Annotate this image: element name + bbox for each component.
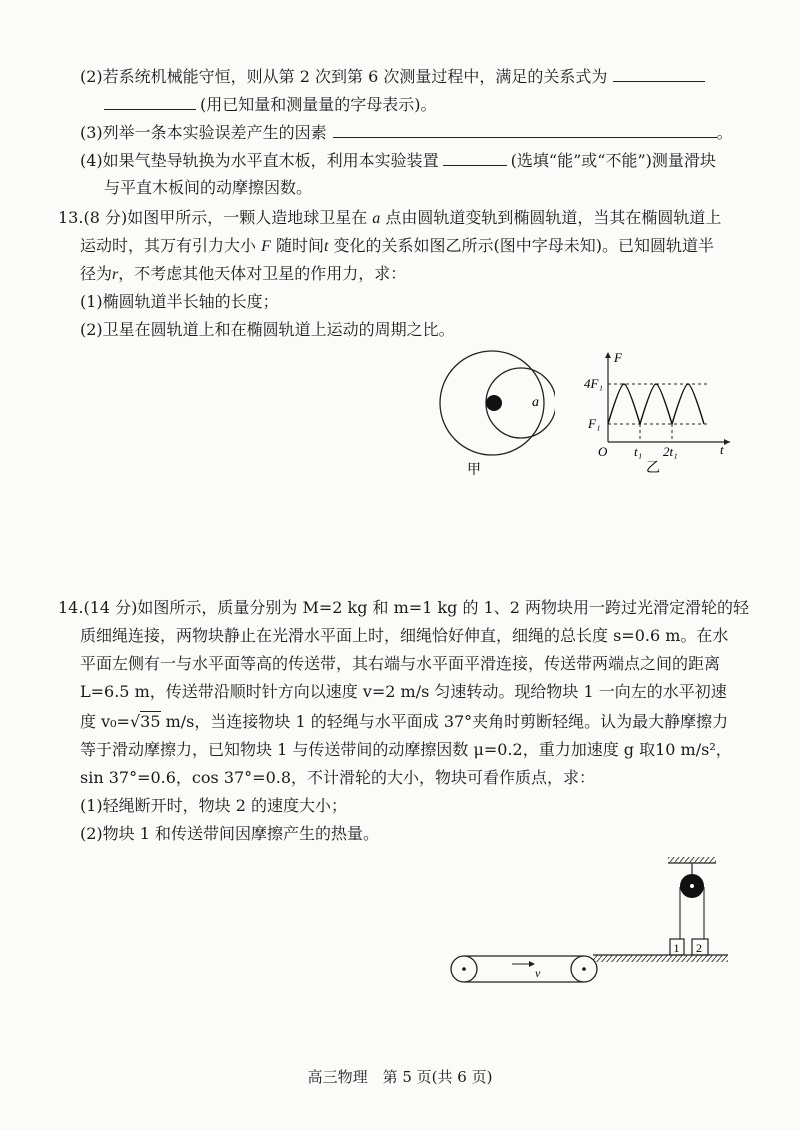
ground-hatch <box>593 955 728 962</box>
q14-sub1: (1)轻绳断开时，物块 2 的速度大小； <box>80 796 348 815</box>
q13-sub2: (2)卫星在圆轨道上和在椭圆轨道上运动的周期之比。 <box>80 320 455 339</box>
answer-blank[interactable] <box>333 121 717 138</box>
q14-sub2: (2)物块 1 和传送带间因摩擦产生的热量。 <box>80 824 380 843</box>
tick-t1: t₁ <box>634 444 643 459</box>
tick-2t1: 2t₁ <box>663 444 678 459</box>
ceiling-hatch <box>668 857 716 863</box>
tick-4f1: 4F₁ <box>584 376 603 391</box>
t-axis-arrow-icon <box>724 439 730 445</box>
q12-part2-line1: (2)若系统机械能守恒，则从第 2 次到第 6 次测量过程中，满足的关系式为 <box>80 65 705 88</box>
block-1-label: 1 <box>673 941 680 955</box>
q14-line4: L=6.5 m，传送带沿顺时针方向以速度 v=2 m/s 匀速转动。现给物块 1 一向左的水平初速 <box>80 682 727 701</box>
page-footer: 高三物理 第 5 页(共 6 页) <box>307 1068 493 1086</box>
q12-part4-line1: (4)如果气垫导轨换为水平直木板，利用本实验装置 (选填“能”或“不能”)测量滑块 <box>80 151 716 170</box>
figure-yi-caption: 乙 <box>646 461 660 476</box>
q14-line5: 度 v₀=√35 m/s，当连接物块 1 的轻绳与水平面成 37°夹角时剪断轻绳。认为最大静摩擦力 <box>80 712 729 731</box>
origin-label: O <box>598 444 608 459</box>
block-2-label: 2 <box>696 941 702 955</box>
answer-blank[interactable] <box>613 65 705 82</box>
figure-yi-graph <box>580 348 740 478</box>
figure-conveyor-pulley <box>440 850 740 1000</box>
q14-line2: 质细绳连接，两物块静止在光滑水平面上时，细绳恰好伸直，细绳的总长度 s=0.6 m。在水 <box>80 626 729 645</box>
q13-sub1: (1)椭圆轨道半长轴的长度； <box>80 292 279 311</box>
belt-left-axle-icon <box>462 967 466 971</box>
q12-part3: (3)列举一条本实验误差产生的因素 。 <box>80 123 733 142</box>
q13-line1: 13.(8 分)如图甲所示，一颗人造地球卫星在 a 点由圆轨道变轨到椭圆轨道，当其在椭圆轨道上 <box>58 208 722 227</box>
pulley-axle-icon <box>690 884 694 888</box>
q12-part2-line2: (用已知量和测量量的字母表示)。 <box>104 93 437 116</box>
f-axis-arrow-icon <box>605 352 611 358</box>
q13-line2: 运动时，其万有引力大小 F 随时间t 变化的关系如图乙所示(图中字母未知)。已知圆轨道半 <box>80 236 715 255</box>
answer-blank[interactable] <box>443 149 507 166</box>
figure-jia-orbits <box>425 350 555 480</box>
answer-blank[interactable] <box>104 93 196 110</box>
velocity-label: v <box>535 966 541 980</box>
earth-icon <box>486 395 502 411</box>
figure-jia-caption: 甲 <box>467 463 481 478</box>
q14-line1: 14.(14 分)如图所示，质量分别为 M=2 kg 和 m=1 kg 的 1、2 两物块用一跨过光滑定滑轮的轻 <box>58 598 750 617</box>
point-a-label: a <box>532 395 539 410</box>
tick-f1: F₁ <box>588 416 601 431</box>
q13-line3: 径为r，不考虑其他天体对卫星的作用力，求： <box>80 264 407 283</box>
f-axis-label: F <box>614 350 622 365</box>
q14-line7: sin 37°=0.6，cos 37°=0.8，不计滑轮的大小，物块可看作质点，求： <box>80 768 596 787</box>
q14-line3: 平面左侧有一与水平面等高的传送带，其右端与水平面平滑连接，传送带两端点之间的距离 <box>80 654 721 673</box>
t-axis-label: t <box>720 442 724 457</box>
q14-line6: 等于滑动摩擦力，已知物块 1 与传送带间的动摩擦因数 μ=0.2，重力加速度 g 取10 m/s²， <box>80 740 732 759</box>
force-curve <box>608 384 704 424</box>
q12-part4-line2: 与平直木板间的动摩擦因数。 <box>104 178 313 197</box>
sqrt-radicand: 35 <box>140 712 161 731</box>
sqrt-symbol: √ <box>129 712 141 731</box>
belt-right-axle-icon <box>582 967 586 971</box>
